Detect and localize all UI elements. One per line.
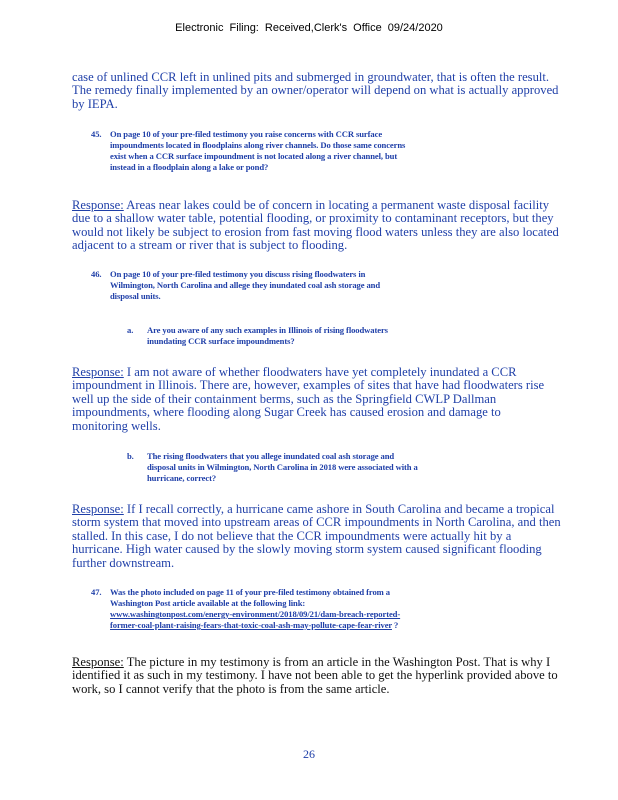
intro-line: The remedy finally implemented by an owner/operator will depend on what is actually approved <box>72 83 559 98</box>
response-line: further downstream. <box>72 555 175 570</box>
question-line: disposal units. <box>110 291 161 301</box>
response-label: Response: <box>72 655 124 669</box>
question-line: Wilmington, North Carolina and allege they inundated coal ash storage and <box>110 280 381 290</box>
response-label: Response: <box>72 365 124 379</box>
response-label: Response: <box>72 198 124 212</box>
response-line: impoundments, where flooding along Sugar Creek has caused erosion and damage to <box>72 405 501 420</box>
response-line: stalled. In this case, I do not believe that the CCR impoundments were actually hit by a <box>72 528 512 543</box>
question-line: Washington Post article available at the following link: <box>110 598 306 608</box>
question-number: 46. <box>91 269 102 279</box>
response-line: work, so I cannot verify that the photo is from the same article. <box>72 681 390 696</box>
question-line: inundating CCR surface impoundments? <box>147 336 295 346</box>
question-number: 45. <box>91 129 102 139</box>
response-line: identified it as such in my testimony. I have not been able to get the hyperlink provided above to <box>72 668 558 683</box>
response-line: The picture in my testimony is from an article in the Washington Post. That is why I <box>123 655 551 669</box>
page-number: 26 <box>303 747 315 761</box>
response-line: storm system that moved into upstream areas of CCR impoundments in North Carolina, and then <box>72 515 561 530</box>
response-line: I am not aware of whether floodwaters have yet completely inundated a CCR <box>123 365 517 379</box>
article-link[interactable]: www.washingtonpost.com/energy-environment/2018/09/21/dam-breach-reported- <box>110 609 401 619</box>
response-line: hurricane. High water caused by the slowly moving storm system caused significant flooding <box>72 542 542 557</box>
question-line: On page 10 of your pre-filed testimony you raise concerns with CCR surface <box>110 129 383 139</box>
response-line: monitoring wells. <box>72 418 161 433</box>
question-line: On page 10 of your pre-filed testimony you discuss rising floodwaters in <box>110 269 366 279</box>
question-line: hurricane, correct? <box>147 473 217 483</box>
question-line: instead in a floodplain along a lake or pond? <box>110 162 269 172</box>
response-label: Response: <box>72 502 124 516</box>
response-line: adjacent to a stream or river that is subject to flooding. <box>72 238 348 253</box>
response-line: due to a shallow water table, potential flooding, or proximity to contaminant receptors, but they <box>72 211 554 226</box>
intro-paragraph <box>72 71 588 111</box>
response-45 <box>72 199 588 253</box>
question-letter: a. <box>127 325 134 335</box>
question-line: Are you aware of any such examples in Illinois of rising floodwaters <box>147 325 388 335</box>
response-46a <box>72 366 588 433</box>
question-number: 47. <box>91 587 102 597</box>
question-line: Was the photo included on page 11 of your pre-filed testimony obtained from a <box>110 587 390 597</box>
question-end: ? <box>391 620 399 630</box>
response-line: Areas near lakes could be of concern in locating a permanent waste disposal facility <box>123 198 550 212</box>
response-46b <box>72 503 588 570</box>
response-line: would not likely be subject to erosion from fast moving flood waters unless they are also located <box>72 224 559 239</box>
question-line: disposal units in Wilmington, North Carolina in 2018 were associated with a <box>147 462 418 472</box>
response-line: If I recall correctly, a hurricane came ashore in South Carolina and became a tropical <box>123 502 555 516</box>
intro-line: by IEPA. <box>72 96 118 111</box>
article-link[interactable]: former-coal-plant-raising-fears-that-toxic-coal-ash-may-pollute-cape-fear-river <box>110 620 392 630</box>
question-letter: b. <box>127 451 134 461</box>
question-line: The rising floodwaters that you allege inundated coal ash storage and <box>147 451 395 461</box>
question-line: impoundments located in floodplains along river channels. Do those same concerns <box>110 140 406 150</box>
question-line: exist when a CCR surface impoundment is not located along a river channel, but <box>110 151 398 161</box>
response-line: well up the side of their containment berms, such as the Springfield CWLP Dallman <box>72 391 497 406</box>
response-47 <box>72 656 588 696</box>
filing-header: Electronic Filing: Received,Clerk's Office 09/24/2020 <box>175 22 443 34</box>
intro-line: case of unlined CCR left in unlined pits and submerged in groundwater, that is often the result. <box>72 70 550 84</box>
response-line: impoundment in Illinois. There are, however, examples of sites that have had floodwaters rise <box>72 378 545 393</box>
